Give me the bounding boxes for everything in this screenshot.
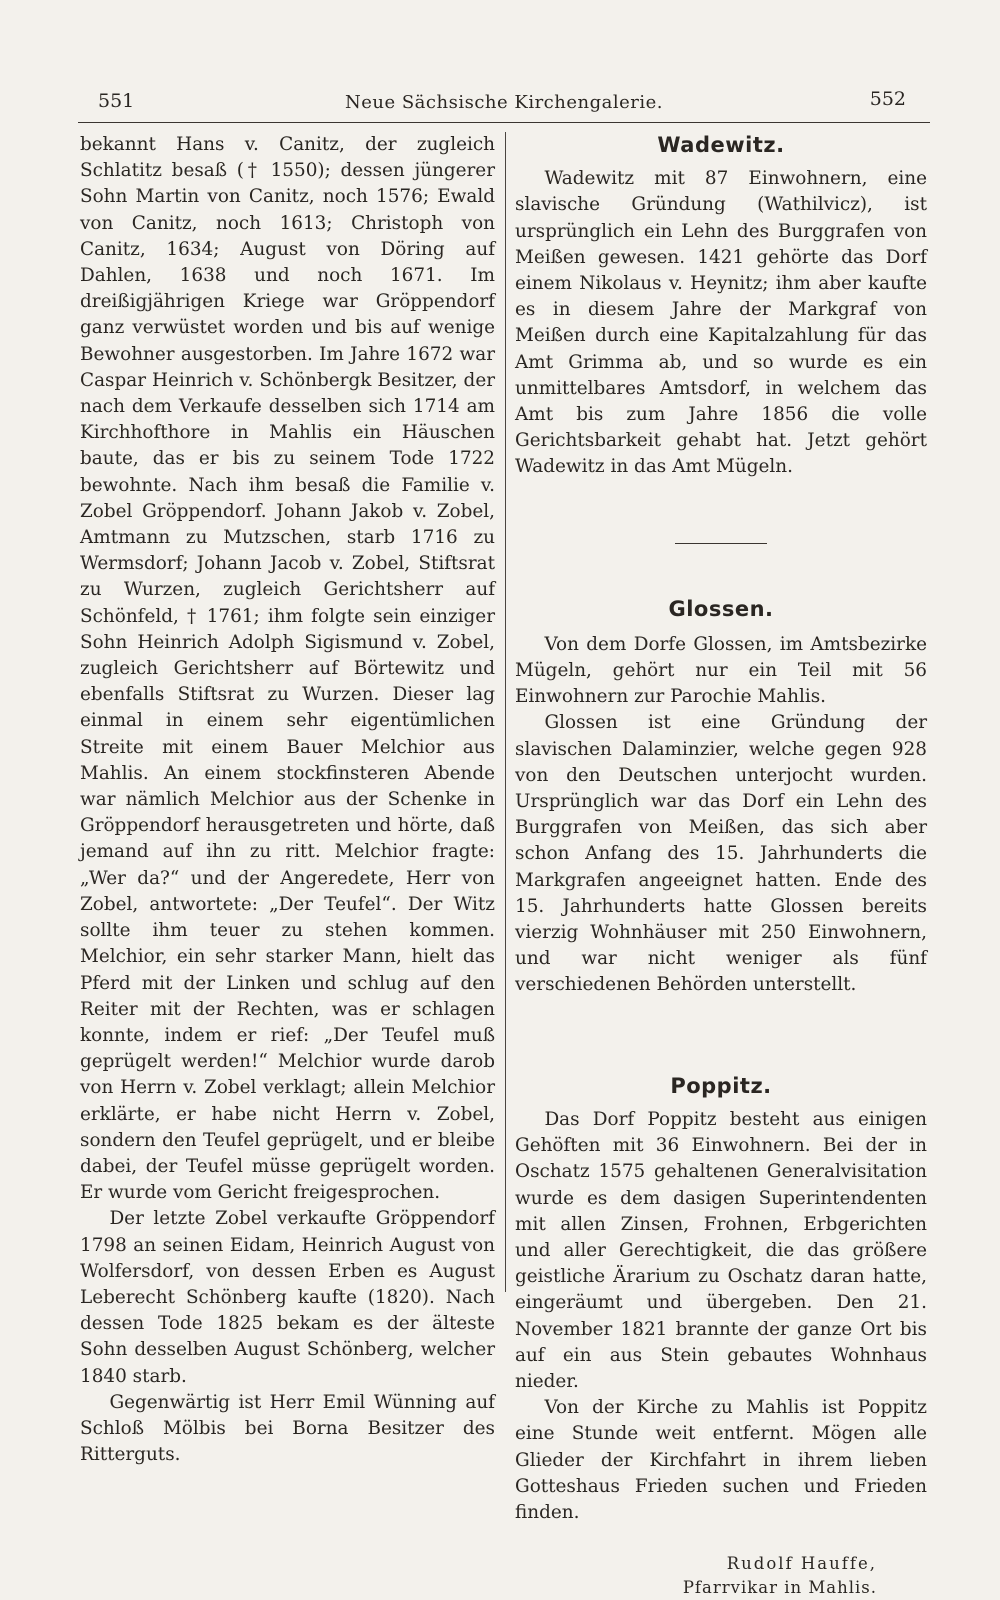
section-title-glossen: Glossen. [668,596,774,621]
section-title-wadewitz: Wadewitz. [657,133,785,157]
signature-role: Pfarrvikar in Mahlis. [682,1578,877,1598]
paragraph-wadewitz: Wadewitz mit 87 Einwohnern, eine slavische Gründung (Wathilvicz), ist ursprünglich ein Lehn des Burggrafen von Meißen gewesen. 1421 gehörte das Dorf einem Nikolaus v. Heynitz; ihm aber kaufte es in diesem Jahre der Markgraf von Meißen durch eine Kapitalzahlung für das Amt Grimma ab, und so wurde es ein unmittelbares Amtsdorf, in welchem das Amt bis zum Jahre 1856 die volle Gerichtsbarkeit gehabt hat. Jetzt gehört Wadewitz in das Amt Mügeln. [515,168,927,478]
paragraph-zobel-sale: Der letzte Zobel verkaufte Gröppendorf 1798 an seinen Eidam, Heinrich August von Wolfersdorf, von dessen Erben es August Leberecht Schönberg kaufte (1820). Nach dessen Tode 1825 bekam es der älteste Sohn desselben August Schönberg, welcher 1840 starb. [80,1208,495,1387]
column-divider [505,132,506,1292]
running-title: Neue Sächsische Kirchengalerie. [344,92,663,113]
left-column [80,132,495,1468]
page-number-left: 551 [98,90,135,112]
paragraph-continued: bekannt Hans v. Canitz, der zugleich Schlatitz besaß († 1550); dessen jüngerer Sohn Martin von Canitz, noch 1576; Ewald von Canitz, noch 1613; Christoph von Canitz, 1634; August von Döring auf Dahlen, 1638 und noch 1671. Im dreißigjährigen Kriege war Gröppendorf ganz verwüstet worden und bis auf wenige Bewohner ausgestorben. Im Jahre 1672 war Caspar Heinrich v. Schönbergk Besitzer, der nach dem Verkaufe desselben sich 1714 am Kirchhofthore in Mahlis ein Häuschen baute, das er bis zu seinem Tode 1722 bewohnte. Nach ihm besaß die Familie v. Zobel Gröppendorf. Johann Jakob v. Zobel, Amtmann zu Mutzschen, starb 1716 zu Wermsdorf; Johann Jacob v. Zobel, Stiftsrat zu Wurzen, zugleich Gerichtsherr auf Schönfeld, † 1761; ihm folgte sein einziger Sohn Heinrich Adolph Sigismund v. Zobel, zugleich Gerichtsherr auf Börtewitz und ebenfalls Stiftsrat zu Wurzen. Dieser lag einmal in einem sehr eigentümlichen Streite mit einem Bauer Melchior aus Mahlis. An einem stockfinsteren Abende war nämlich Melchior aus der Schenke in Gröppendorf herausgetreten und hörte, daß jemand auf ihn zu ritt. Melchior fragte: „Wer da?“ und der Angeredete, Herr von Zobel, antwortete: „Der Teufel“. Der Witz sollte ihm teuer zu stehen kommen. Melchior, ein sehr starker Mann, hielt das Pferd mit der Linken und schlug auf den Reiter mit der Rechten, was er schlagen konnte, indem er rief: „Der Teufel muß geprügelt werden!“ Melchior wurde darob von Herrn v. Zobel verklagt; allein Melchior erklärte, er habe nicht Herrn v. Zobel, sondern den Teufel geprügelt, und er bleibe dabei, der Teufel müsse geprügelt worden. Er wurde vom Gericht freigesprochen. [80,134,495,1204]
signature-block [515,1552,927,1600]
signature-name: Rudolf Hauffe, [726,1554,877,1574]
header-rule [78,122,930,123]
section-separator [675,543,767,544]
page-number-right: 552 [869,88,906,110]
section-title-poppitz: Poppitz. [670,1073,772,1098]
paragraph-poppitz-2: Von der Kirche zu Mahlis ist Poppitz eine Stunde weit entfernt. Mögen alle Glieder der Kirchfahrt in ihrem lieben Gotteshaus Frieden suchen und Frieden finden. [515,1397,927,1523]
paragraph-poppitz-1: Das Dorf Poppitz besteht aus einigen Gehöften mit 36 Einwohnern. Bei der in Oschatz 1575 gehaltenen Generalvisitation wurde es dem dasigen Superintendenten mit allen Zinsen, Frohnen, Erbgerichten und aller Gerechtigkeit, die das größere geistliche Ärarium zu Oschatz daran hatte, eingeräumt und übergeben. Den 21. November 1821 brannte der ganze Ort bis auf ein aus Stein gebautes Wohnhaus nieder. [515,1108,927,1392]
running-head [78,86,930,126]
right-column [515,132,927,1600]
paragraph-glossen-1: Von dem Dorfe Glossen, im Amtsbezirke Mügeln, gehört nur ein Teil mit 56 Einwohnern zur Parochie Mahlis. [515,633,927,708]
paragraph-current-owner: Gegenwärtig ist Herr Emil Wünning auf Schloß Mölbis bei Borna Besitzer des Ritterguts. [80,1391,495,1466]
paragraph-glossen-2: Glossen ist eine Gründung der slavischen Dalaminzier, welche gegen 928 von den Deutschen unterjocht wurden. Ursprünglich war das Dorf ein Lehn des Burggrafen von Meißen, das sich aber schon Anfang des 15. Jahrhunderts die Markgrafen angeeignet hatten. Ende des 15. Jahrhunderts hatte Glossen bereits vierzig Wohnhäuser mit 250 Einwohnern, und war nicht weniger als fünf verschiedenen Behörden unterstellt. [515,712,927,996]
